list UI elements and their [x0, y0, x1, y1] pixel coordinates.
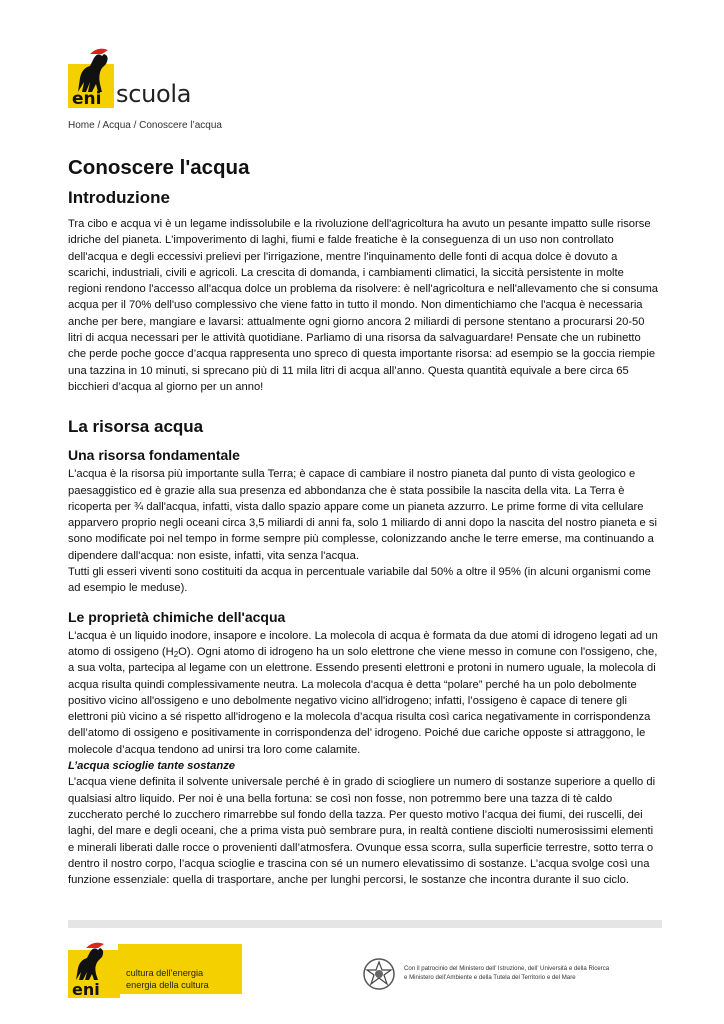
chemical-para-start: L'acqua è un liquido inodore, insapore e incolore. La molecola di acqua è formata da due atomi di idrogeno legati ad un atomo di ossigeno (H [68, 629, 658, 658]
article [68, 150, 658, 888]
fundamental-heading: Una risorsa fondamentale [68, 447, 240, 464]
intro-text: Tra cibo e acqua vi è un legame indissolubile e la rivoluzione dell'agricoltura ha avuto un pesante impatto sulle risorse idriche del pianeta. L'impoverimento di laghi, fiumi e falde freatiche è la conseguenza di un uso non controllato dell'acqua e degli eccessivi prelievi per l'irrigazione, mentre l'inquinamento delle fonti di acqua dolce è dovuto a scarichi, industriali, civili e agricoli. La crescita di domanda, i cambiamenti climatici, la siccità persistente in molte regioni rendono l'accesso all'acqua dolce un problema da risolvere: è nell'agricoltura e nell'allevamento che si consuma acqua per il 70% dell'uso complessivo che viene fatto in tutto il mondo. Non dimentichiamo che l'acqua è necessaria anche per bere, mangiare e lavarsi: attualmente ogni giorno ancora 2 miliardi di persone stentano a procurarsi 20-50 litri di acqua necessari per le attività quotidiane. Parliamo di una risorsa da salvaguardare! Pensate che un rubinetto che perde poche gocce d’acqua rappresenta uno spreco di questa importante risorsa: ad esempio se la goccia riempie una tazzina in 10 minuti, si sprecano più di 11 mila litri di acqua all’anno. Questa quantità equivale a bere circa 65 bicchieri d’acqua al giorno per un anno! [68, 218, 659, 393]
footer-tagline [126, 967, 209, 991]
fundamental-para-1: L'acqua è la risorsa più importante sulla Terra; è capace di cambiare il nostro pianeta dal punto di vista geologico e paesaggistico ed è grazie alla sua presenza ed abbondanza che è stata possibile la nascita della vita. La Terra è ricoperta per ¾ dall'acqua, infatti, vista dallo spazio appare come un pianeta azzurro. Le prime forme di vita cellulare apparvero proprio negli oceani circa 3,5 miliardi di anni fa, solo 1 miliardo di anni dopo la nascita del nostro pianeta e si sono modificate poi nel tempo in forme sempre più complesse, colonizzando anche le terre emerse, ma continuando a dipendere dall'acqua: non esiste, infatti, vita senza l'acqua. [68, 468, 657, 562]
eni-footer-logo-icon [68, 940, 120, 998]
chemical-para [68, 628, 658, 758]
chemical-heading: Le proprietà chimiche dell'acqua [68, 608, 286, 625]
intro-heading: Introduzione [68, 188, 170, 207]
tagline-line-2: energia della cultura [126, 980, 209, 990]
logo-brand: eni [72, 89, 102, 108]
logo-word: scuola [116, 80, 192, 108]
patronage-text [404, 965, 666, 982]
fundamental-para-2: Tutti gli esseri viventi sono costituiti da acqua in percentuale variabile dal 50% a oltre il 95% (in alcuni organismi come ad esempio le meduse). [68, 566, 651, 595]
breadcrumb[interactable]: Home / Acqua / Conoscere l’acqua [68, 120, 222, 131]
h2o-subscript: 2 [173, 649, 179, 659]
patronage-line-2: e Ministero dell’Ambiente e della Tutela del Territorio e del Mare [404, 973, 576, 981]
italian-republic-emblem-icon [362, 957, 396, 991]
page-title: Conoscere l'acqua [68, 156, 250, 179]
dissolve-para: L’acqua viene definita il solvente universale perché è in grado di sciogliere un numero di sostanze superiore a quello di qualsiasi altro liquido. Per noi è una bella fortuna: se così non fosse, non potremmo bere una tazza di tè caldo zuccherato perché lo zucchero rimarrebbe sul fondo della tazza. Per questo motivo l’acqua dei fiumi, dei ruscelli, dei laghi, del mare e degli oceani, che a prima vista può sembrare pura, in realtà contiene disciolti numerosissimi elementi e minerali liberati dalle rocce o provenienti dall’atmosfera. Ovunque essa scorra, sulla superficie terrestre, sotto terra o dentro il nostro corpo, l’acqua scioglie e trascina con sé un numero elevatissimo di sostanze. L’acqua svolge così una funzione essenziale: quella di trasportare, anche per lunghi percorsi, le sostanze che incontra durante il suo ciclo. [68, 776, 656, 887]
footer-divider-bar [68, 920, 662, 928]
footer-brand: eni [72, 980, 100, 998]
dissolve-subheading: L’acqua scioglie tante sostanze [68, 760, 236, 773]
section-heading: La risorsa acqua [68, 417, 204, 437]
patronage-line-1: Con il patrocinio del Ministero dell’ Istruzione, dell’ Università e della Ricerca [404, 965, 610, 972]
chemical-para-end: O). Ogni atomo di idrogeno ha un solo elettrone che viene messo in comune con l'ossigeno, che, a sua volta, partecipa al legame con un elettrone. Essendo presenti elettroni e protoni in numero uguale, la molecola di acqua risulta quindi complessivamente neutra. La molecola d'acqua è detta “polare” perché ha un polo debolmente positivo vicino all'ossigeno e uno debolmente negativo vicino all'idrogeno; infatti, l’ossigeno è capace di tenere gli elettroni più vicino a sé rispetto all'idrogeno e la molecola d’acqua risulta così carica negativamente in corrispondenza dell’atomo di ossigeno e positivamente in corrispondenza del’ idrogeno. Poiché due cariche opposte si attraggono, le molecole d’acqua tendono ad unirsi tra loro come calamite. [68, 645, 658, 756]
tagline-line-1: cultura dell’energia [126, 968, 204, 978]
